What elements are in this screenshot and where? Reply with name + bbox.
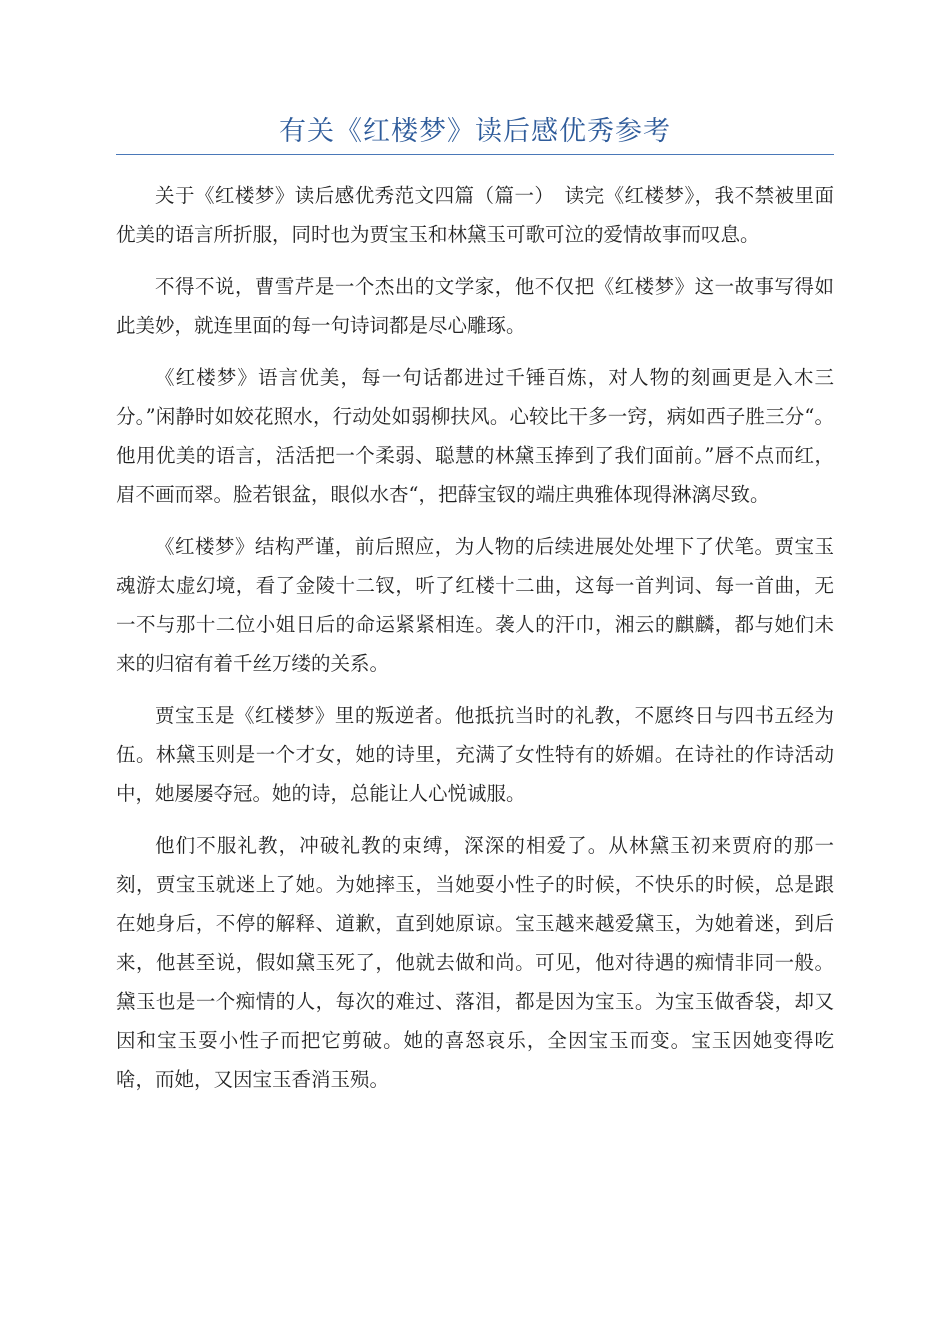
paragraph-1: 关于《红楼梦》读后感优秀范文四篇（篇一） 读完《红楼梦》，我不禁被里面优美的语言所折服，同时也为贾宝玉和林黛玉可歌可泣的爱情故事而叹息。 [116,184,834,246]
paragraph-6: 他们不服礼教，冲破礼教的束缚，深深的相爱了。从林黛玉初来贾府的那一刻，贾宝玉就迷上了她。为她摔玉，当她耍小性子的时候，不快乐的时候，总是跟在她身后，不停的解释、道歉，直到她原谅。宝玉越来越爱黛玉，为她着迷，到后来，他甚至说，假如黛玉死了，他就去做和尚。可见，他对待遇的痴情非同一般。黛玉也是一个痴情的人，每次的难过、落泪，都是因为宝玉。为宝玉做香袋，却又因和宝玉耍小性子而把它剪破。她的喜怒哀乐，全因宝玉而变。宝玉因她变得吃啥，而她，又因宝玉香消玉殒。 [116,834,834,1091]
paragraph-2: 不得不说，曹雪芹是一个杰出的文学家，他不仅把《红楼梦》这一故事写得如此美妙，就连里面的每一句诗词都是尽心雕琢。 [116,275,834,337]
document-title: 有关《红楼梦》读后感优秀参考 [279,116,671,147]
paragraph-5: 贾宝玉是《红楼梦》里的叛逆者。他抵抗当时的礼教，不愿终日与四书五经为伍。林黛玉则是一个才女，她的诗里，充满了女性特有的娇媚。在诗社的作诗活动中，她屡屡夺冠。她的诗，总能让人心悦诚服。 [116,704,834,805]
paragraph-4: 《红楼梦》结构严谨，前后照应，为人物的后续进展处处埋下了伏笔。贾宝玉魂游太虚幻境，看了金陵十二钗，听了红楼十二曲，这每一首判词、每一首曲，无一不与那十二位小姐日后的命运紧紧相连。袭人的汗巾，湘云的麒麟，都与她们未来的归宿有着千丝万缕的关系。 [116,535,834,675]
document-body [116,176,834,1112]
paragraph-3: 《红楼梦》语言优美，每一句话都进过千锤百炼，对人物的刻画更是入木三分。”闲静时如姣花照水，行动处如弱柳扶风。心较比干多一窍，病如西子胜三分“。他用优美的语言，活活把一个柔弱、聪慧的林黛玉捧到了我们面前。”唇不点而红，眉不画而翠。脸若银盆，眼似水杏“，把薛宝钗的端庄典雅体现得淋漓尽致。 [116,366,834,506]
title-underline [116,154,834,155]
